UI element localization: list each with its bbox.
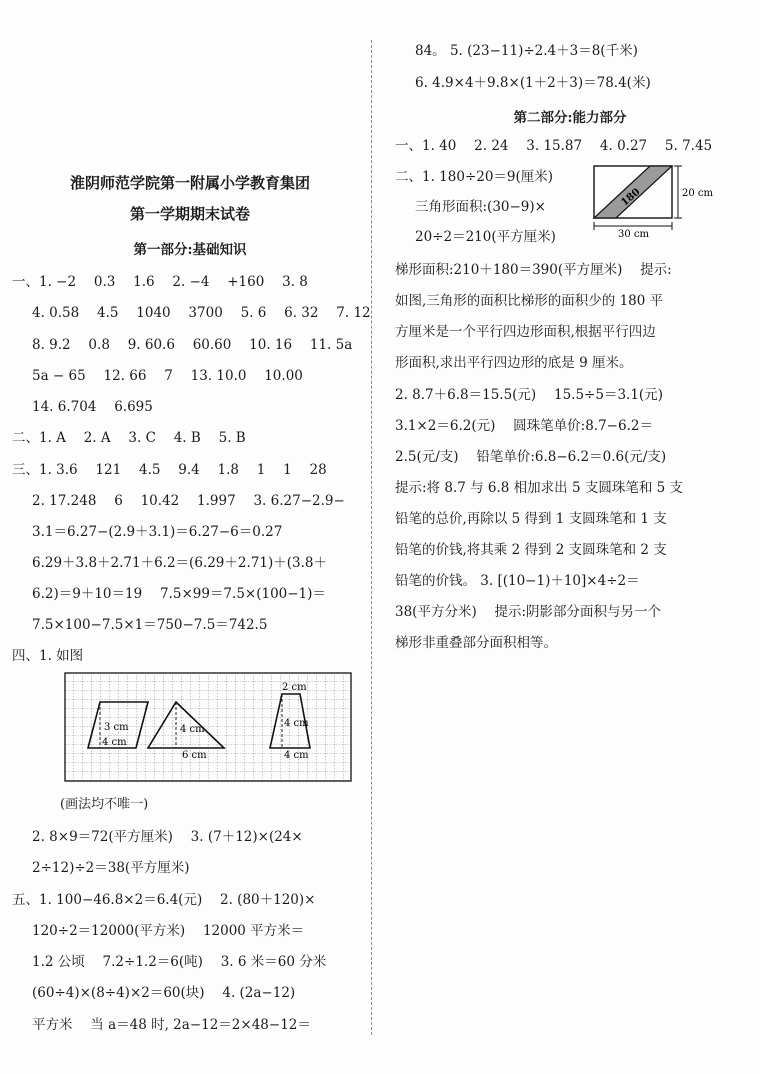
grid-drawing-figure: [64, 672, 352, 782]
answer-line: 1.2 公顷 7.2÷1.2＝6(吨) 3. 6 米＝60 分米: [32, 954, 327, 970]
answer-line: 14. 6.704 6.695: [32, 399, 153, 415]
answer-line: 铅笔的总价,再除以 5 得到 1 支圆珠笔和 1 支: [395, 511, 667, 527]
answer-line: 三、1. 3.6 121 4.5 9.4 1.8 1 1 28: [12, 462, 327, 478]
figure-label: 4 cm: [284, 750, 309, 761]
answer-line: 铅笔的价钱。 3. [(10−1)＋10]×4÷2＝: [395, 573, 640, 589]
figure-label: 30 cm: [618, 229, 649, 240]
part2-heading: 第二部分:能力部分: [513, 110, 627, 126]
answer-line: 2÷12)÷2＝38(平方厘米): [32, 860, 190, 876]
answer-line: 7.5×100−7.5×1＝750−7.5＝742.5: [32, 617, 268, 633]
trapezoid-shaded-figure: [592, 162, 720, 240]
answer-line: 五、1. 100−46.8×2＝6.4(元) 2. (80＋120)×: [12, 892, 316, 908]
answer-line: 梯形面积:210＋180＝390(平方厘米) 提示:: [395, 262, 672, 278]
answer-line: 3.1＝6.27−(2.9＋3.1)＝6.27−6＝0.27: [32, 524, 283, 540]
figure-label: 2 cm: [282, 682, 307, 693]
answer-line: 20÷2＝210(平方厘米): [415, 229, 556, 245]
figure-label: 4 cm: [180, 724, 205, 735]
answer-line: 6. 4.9×4＋9.8×(1＋2＋3)＝78.4(米): [415, 75, 651, 91]
answer-line: 如图,三角形的面积比梯形的面积少的 180 平: [395, 293, 664, 309]
answer-line: 提示:将 8.7 与 6.8 相加求出 5 支圆珠笔和 5 支: [395, 480, 683, 496]
figure-label: 4 cm: [102, 737, 127, 748]
answer-line: 5a − 65 12. 66 7 13. 10.0 10.00: [32, 368, 303, 384]
answer-line: 3.1×2＝6.2(元) 圆珠笔单价:8.7−6.2＝: [395, 418, 653, 434]
answer-line: 2.5(元/支) 铅笔单价:6.8−6.2＝0.6(元/支): [395, 449, 667, 465]
answer-line: 四、1. 如图: [12, 648, 84, 664]
answer-line: 梯形非重叠部分面积相等。: [395, 635, 557, 651]
answer-line: 84。 5. (23−11)÷2.4＋3＝8(千米): [415, 43, 638, 59]
answer-note: (画法均不唯一): [60, 797, 149, 812]
figure-label: 180: [619, 186, 643, 209]
answer-line: 38(平方分米) 提示:阴影部分面积与另一个: [395, 604, 662, 620]
figure-label: 20 cm: [682, 188, 713, 199]
answer-line: 三角形面积:(30−9)×: [415, 199, 546, 215]
answer-line: 6.29＋3.8＋2.71＋6.2＝(6.29＋2.71)＋(3.8＋: [32, 555, 327, 571]
answer-line: 2. 17.248 6 10.42 1.997 3. 6.27−2.9−: [32, 493, 345, 509]
figure-label: 3 cm: [104, 722, 129, 733]
answer-line: 2. 8.7＋6.8＝15.5(元) 15.5÷5＝3.1(元): [395, 387, 663, 403]
answer-line: 8. 9.2 0.8 9. 60.6 60.60 10. 16 11. 5a: [32, 337, 353, 353]
answer-line: 二、1. A 2. A 3. C 4. B 5. B: [12, 430, 246, 446]
answer-line: 2. 8×9＝72(平方厘米) 3. (7＋12)×(24×: [32, 829, 303, 845]
answer-line: 形面积,求出平行四边形的底是 9 厘米。: [395, 355, 633, 371]
answer-line: 一、1. −2 0.3 1.6 2. −4 +160 3. 8: [12, 274, 308, 290]
answer-line: 方厘米是一个平行四边形面积,根据平行四边: [395, 324, 656, 340]
answer-line: 铅笔的价钱,将其乘 2 得到 2 支圆珠笔和 2 支: [395, 542, 667, 558]
answer-line: 二、1. 180÷20＝9(厘米): [395, 169, 554, 185]
figure-label: 6 cm: [182, 750, 207, 761]
exam-subtitle: 第一学期期末试卷: [129, 205, 250, 223]
part1-heading: 第一部分:基础知识: [133, 242, 247, 258]
answer-line: (60÷4)×(8÷4)×2＝60(块) 4. (2a−12): [32, 985, 296, 1001]
answer-line: 6.2)＝9＋10＝19 7.5×99＝7.5×(100−1)＝: [32, 586, 326, 602]
answer-line: 4. 0.58 4.5 1040 3700 5. 6 6. 32 7. 12: [32, 305, 371, 321]
answer-line: 120÷2＝12000(平方米) 12000 平方米＝: [32, 923, 305, 939]
answer-line: 一、1. 40 2. 24 3. 15.87 4. 0.27 5. 7.45: [395, 138, 713, 154]
exam-title: 淮阴师范学院第一附属小学教育集团: [69, 174, 310, 192]
answer-line: 平方米 当 a＝48 时, 2a−12＝2×48−12＝: [32, 1017, 311, 1033]
figure-label: 4 cm: [284, 718, 309, 729]
